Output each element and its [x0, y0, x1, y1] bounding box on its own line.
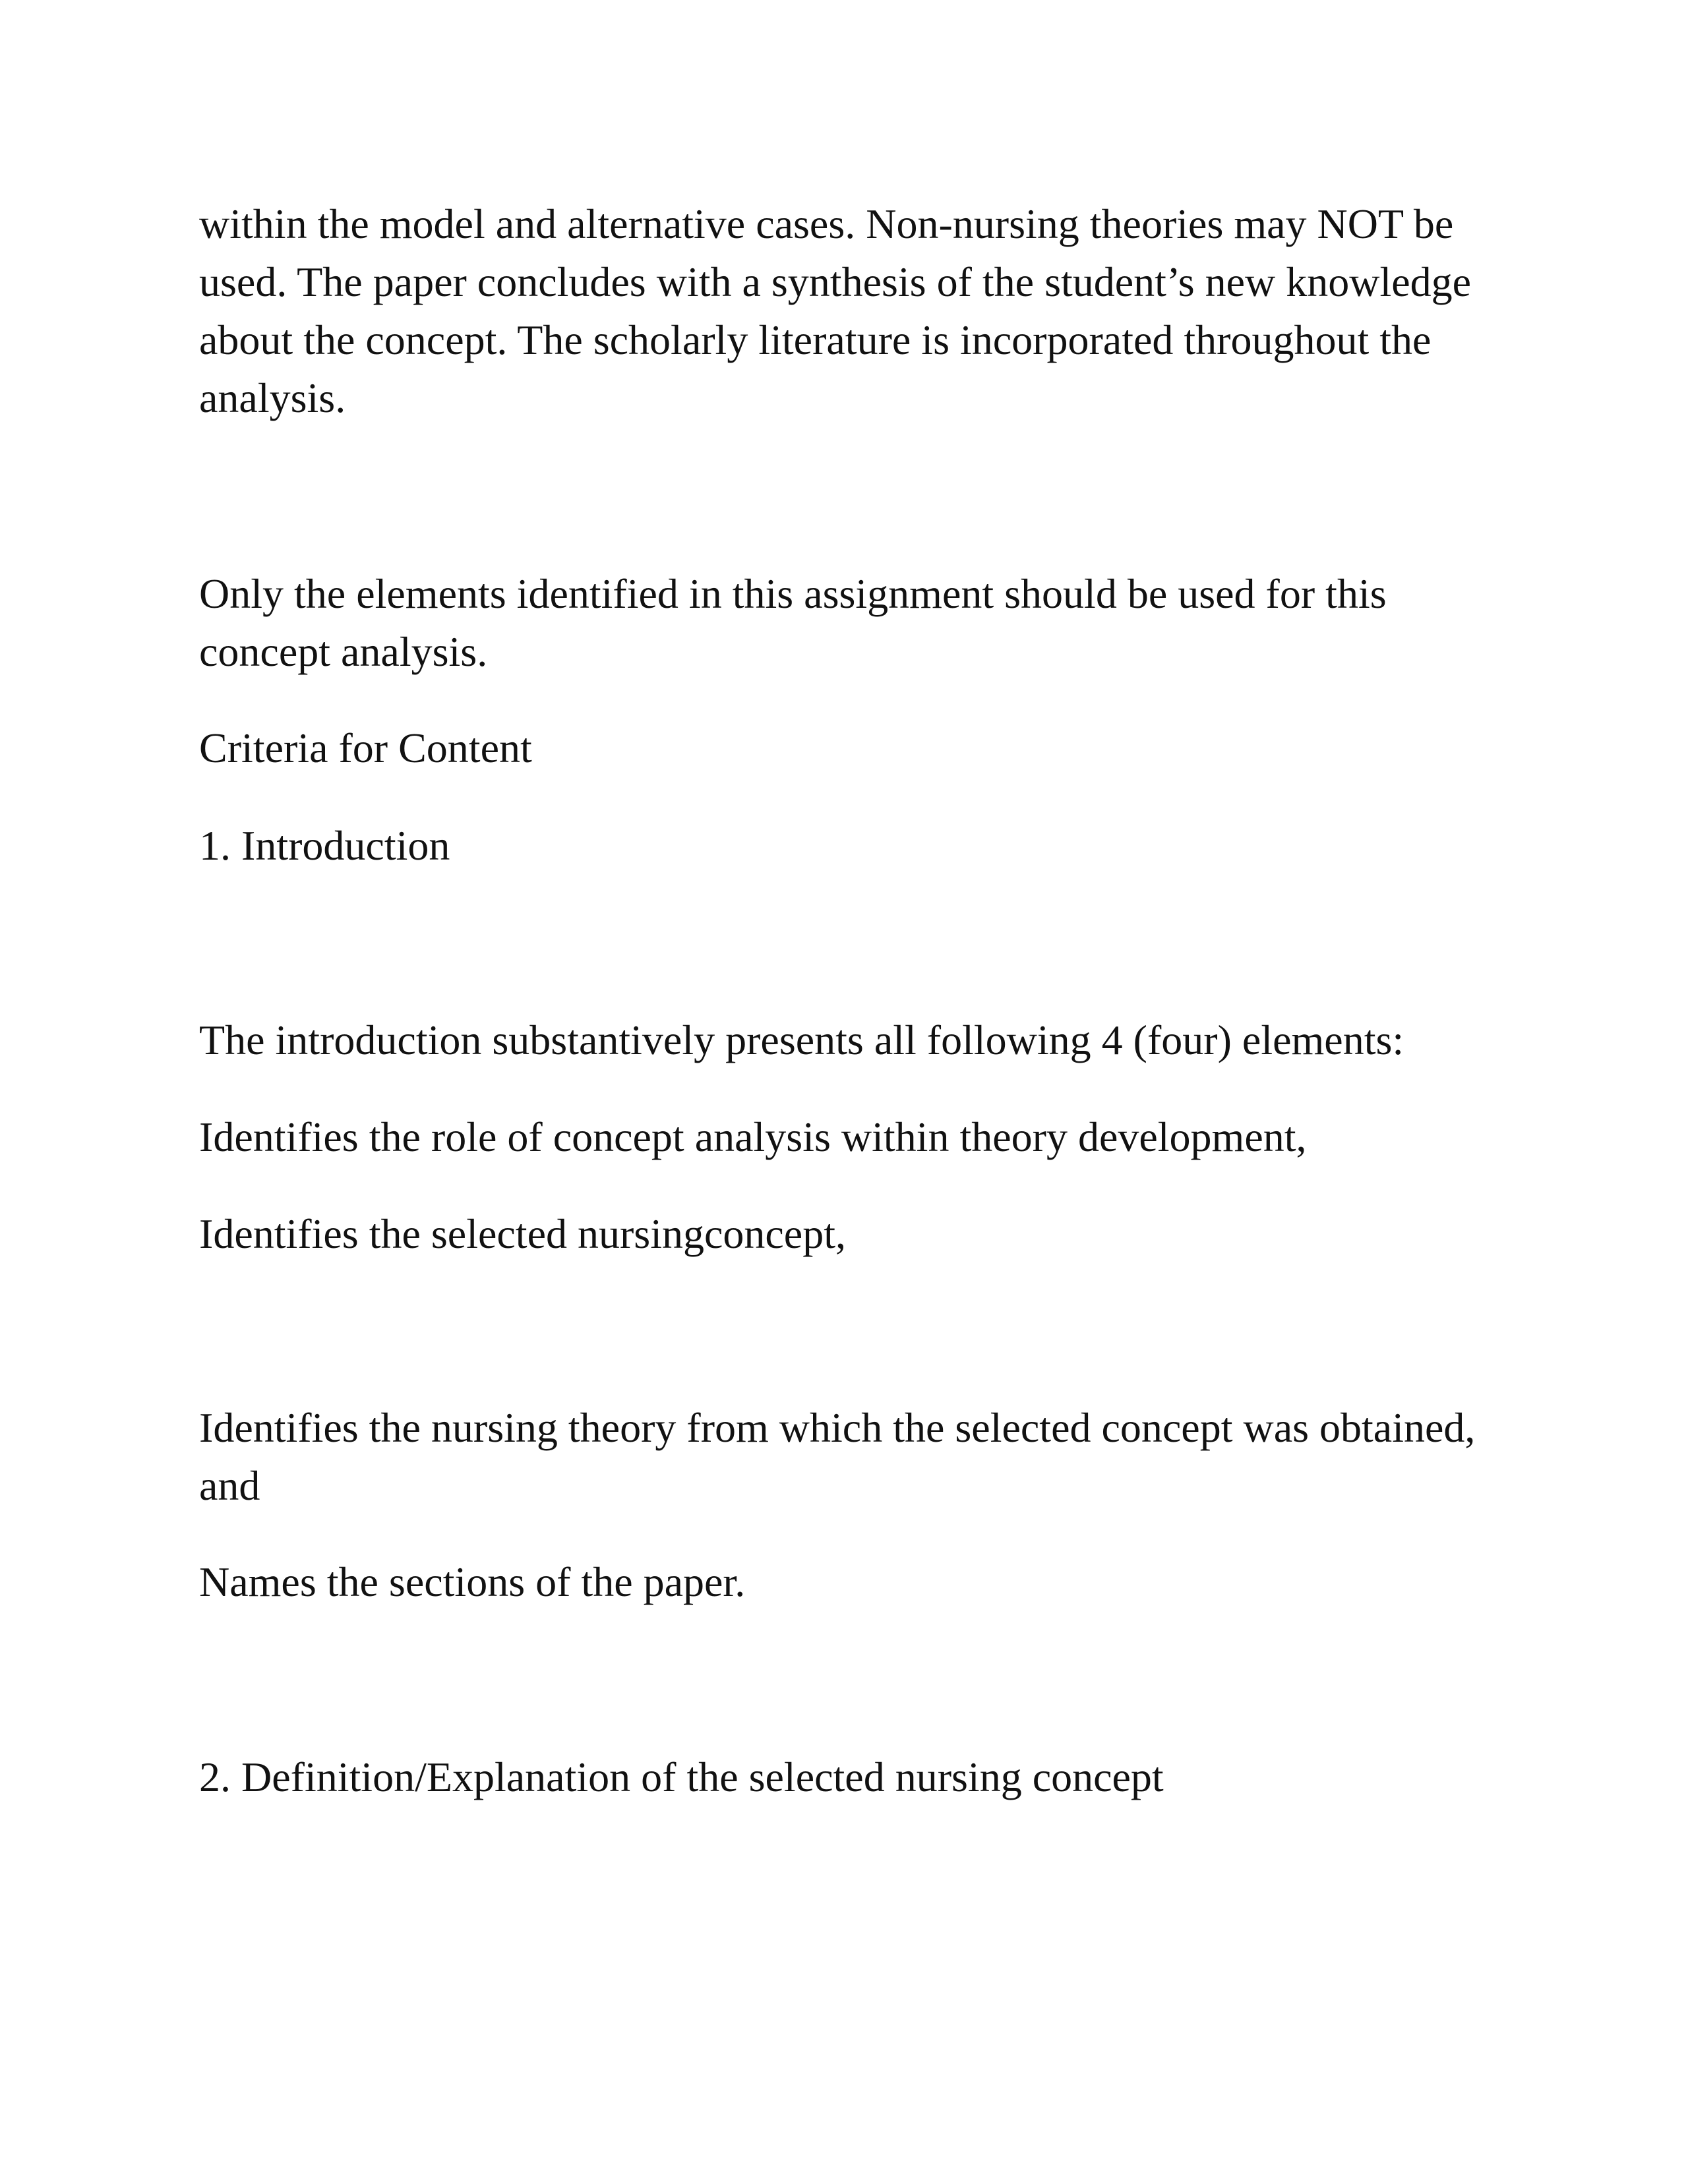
- heading-criteria-for-content: Criteria for Content: [199, 724, 532, 771]
- list-item-nursing-theory: Identifies the nursing theory from which the selected concept was obtained, and: [199, 1404, 1476, 1509]
- list-item-paper-sections: Names the sections of the paper.: [199, 1558, 746, 1605]
- list-item-selected-concept: Identifies the selected nursingconcept,: [199, 1210, 846, 1257]
- list-item-role-of-concept-analysis: Identifies the role of concept analysis within theory development,: [199, 1113, 1307, 1160]
- heading-introduction: 1. Introduction: [199, 822, 450, 869]
- paragraph-introduction-elements: The introduction substantively presents all following 4 (four) elements:: [199, 1017, 1404, 1063]
- heading-definition-explanation: 2. Definition/Explanation of the selected nursing concept: [199, 1754, 1164, 1800]
- paragraph-elements-note: Only the elements identified in this assignment should be used for this concept analysis.: [199, 570, 1387, 675]
- paragraph-intro-continuation: within the model and alternative cases. Non-nursing theories may NOT be used. The paper concludes with a synthesis of the student’s new knowledge about the concept. The scholarly literature is incorporated throughout the analysis.: [199, 200, 1472, 421]
